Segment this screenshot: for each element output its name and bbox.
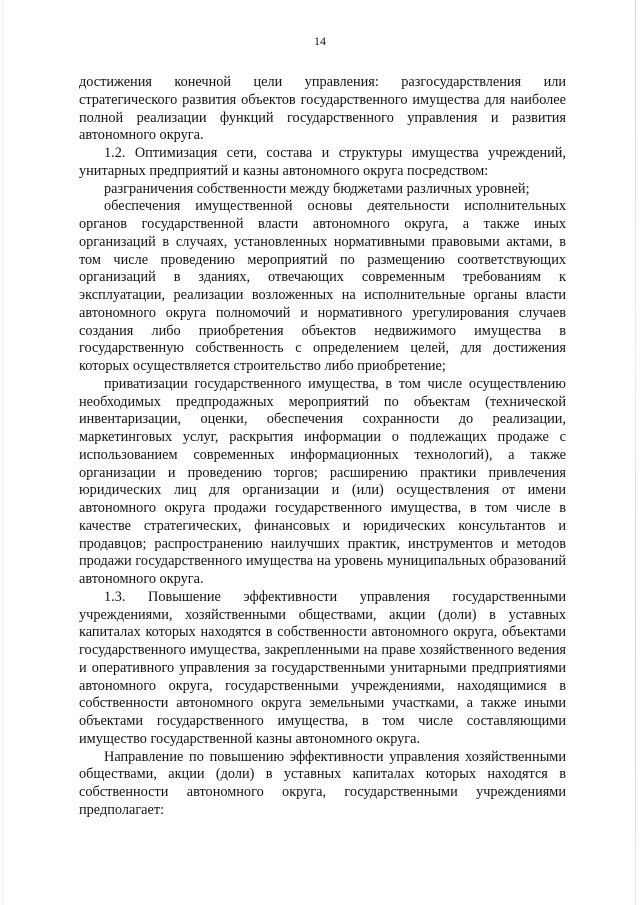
paragraph-section-1-3: 1.3. Повышение эффективности управления государственными учреждениями, хозяйственными обществами, акции (доли) в уставных капиталах которых находятся в собственности автономного округа, объектами государственного имущества, закрепленными на праве хозяйственного ведения и оперативного управления за государственными унитарными предприятиями автономного округа, государственными учреждениями, находящимися в собственности автономного округа земельными участками, а также иными объектами государственного имущества, в том числе составляющими имущество государственной казны автономного округа.	[79, 588, 566, 747]
paragraph-direction: Направление по повышению эффективности управления хозяйственными обществами, акции (доли) в уставных капиталах которых находятся в собственности автономного округа, государственными учреждениями предполагает:	[79, 748, 566, 818]
paragraph-item-privatization: приватизации государственного имущества, в том числе осуществлению необходимых предпродажных мероприятий по объектам (технической инвентаризации, оценки, обеспечения сохранности до реализации, маркетинговых услуг, раскрытия информации о подлежащих продаже с использованием современных информационных технологий), а также организации и проведению торгов; расширению практики привлечения юридических лиц для организации и (или) осуществления от имени автономного округа продажи государственного имущества, в том числе в качестве стратегических, финансовых и юридических консультантов и продавцов; распространению наилучших практик, инструментов и методов продажи государственного имущества на уровень муниципальных образований автономного округа.	[79, 375, 566, 587]
scan-edge-left	[2, 0, 3, 905]
paragraph-item-delimitation: разграничения собственности между бюджетами различных уровней;	[104, 180, 530, 197]
paragraph-item-property-basis: обеспечения имущественной основы деятельности исполнительных органов государственной власти автономного округа, а также иных организаций в случаях, установленных нормативными правовыми актами, в том числе проведению мероприятий по размещению соответствующих организаций в зданиях, отвечающих современным требованиям к эксплуатации, реализации возложенных на исполнительные органы власти автономного округа полномочий и нормативного урегулирования случаев создания либо приобретения объектов недвижимого имущества в государственную собственность с определением целей, для достижения которых осуществляется строительство либо приобретение;	[79, 198, 566, 374]
page-number: 14	[314, 34, 326, 48]
document-body	[79, 74, 566, 820]
paragraph-section-1-2: 1.2. Оптимизация сети, состава и структуры имущества учреждений, унитарных предприятий и казны автономного округа посредством:	[79, 145, 566, 179]
scan-edge-right	[635, 0, 636, 905]
paragraph-continuation: достижения конечной цели управления: разгосударствления или стратегического развития объектов государственного имущества для наиболее полной реализации функций государственного управления и развития автономного округа.	[79, 74, 566, 144]
